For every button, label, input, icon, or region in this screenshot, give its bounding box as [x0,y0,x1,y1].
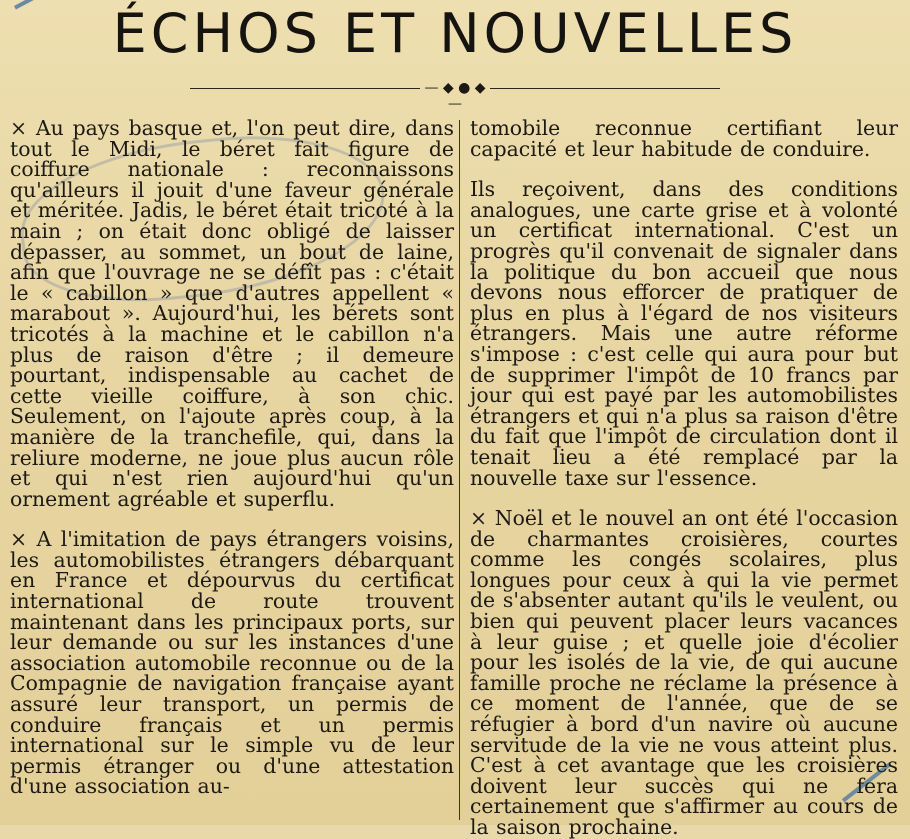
right-column [470,118,898,838]
left-column [10,118,454,797]
column-divider [459,120,460,820]
article-beret: × Au pays basque et, l'on peut dire, dans tout le Midi, le béret fait figure de coiffure nationale : reconnaissons qu'ailleurs il jouit d'une faveur générale et méritée. Jadis, le béret était tricoté à la main ; on était donc obligé de laisser dépasser, au sommet, un bout de laine, afin que l'ouvrage ne se défît pas : c'était le « cabillon » que d'autres appellent « marabout ». Aujourd'hui, les bérets sont tricotés à la machine et le cabillon n'a plus de raison d'être ; il demeure pourtant, indispensable au cachet de cette vieille coiffure, à son chic. Seulement, on l'ajoute après coup, à la manière de la tranchefile, qui, dans la reliure moderne, ne joue plus aucun rôle et qui n'est rien aujourd'hui qu'un ornement agréable et superflu. [10,116,454,511]
headline: ÉCHOS ET NOUVELLES [112,2,798,65]
ornament-glyphs: — ◆ ● ◆ — [424,80,486,112]
article-carte-grise: Ils reçoivent, dans des conditions analogues, une carte grise et à volonté un certificat international. C'est un progrès qu'il convenait de signaler dans la politique du bon accueil que nous devons nous efforcer de pratiquer de plus en plus à l'égard de nos visiteurs étrangers. Mais une autre réforme s'impose : c'est celle qui aura pour but de supprimer l'impôt de 10 francs par jour qui est payé par les automobilistes étrangers et qui n'a plus sa raison d'être du fait que l'impôt de circulation dont il tenait lieu a été remplacé par la nouvelle taxe sur l'essence. [470,177,898,490]
article-croisieres: × Noël et le nouvel an ont été l'occasion de charmantes croisières, courtes comme les congés scolaires, plus longues pour ceux à qui la vie permet de s'absenter autant qu'ils le veulent, ou bien qui peuvent placer leurs vacances à leur guise ; et quelle joie d'écolier pour les isolés de la vie, de qui aucune famille proche ne réclame la présence à ce moment de l'année, que de se réfugier à bord d'un navire où aucune servitude de la vie ne vous atteint plus. C'est à cet avantage que les croisières doivent leur succès qui ne fera certainement que s'affirmer au cours de la saison prochaine. [470,506,898,839]
article-automobilistes-continued: tomobile reconnue certifiant leur capacité et leur habitude de conduire. [470,116,898,161]
headline-ornament [190,80,720,112]
article-automobilistes: × A l'imitation de pays étrangers voisins, les automobilistes étrangers débarquant en France et dépourvus du certificat international de route trouvent maintenant dans les principaux ports, sur leur demande ou sur les instances d'une association automobile reconnue ou de la Compagnie de navigation française ayant assuré leur transport, un permis de conduire français et un permis international sur le simple vu de leur permis étranger ou d'une attestation d'une association au- [10,527,454,799]
